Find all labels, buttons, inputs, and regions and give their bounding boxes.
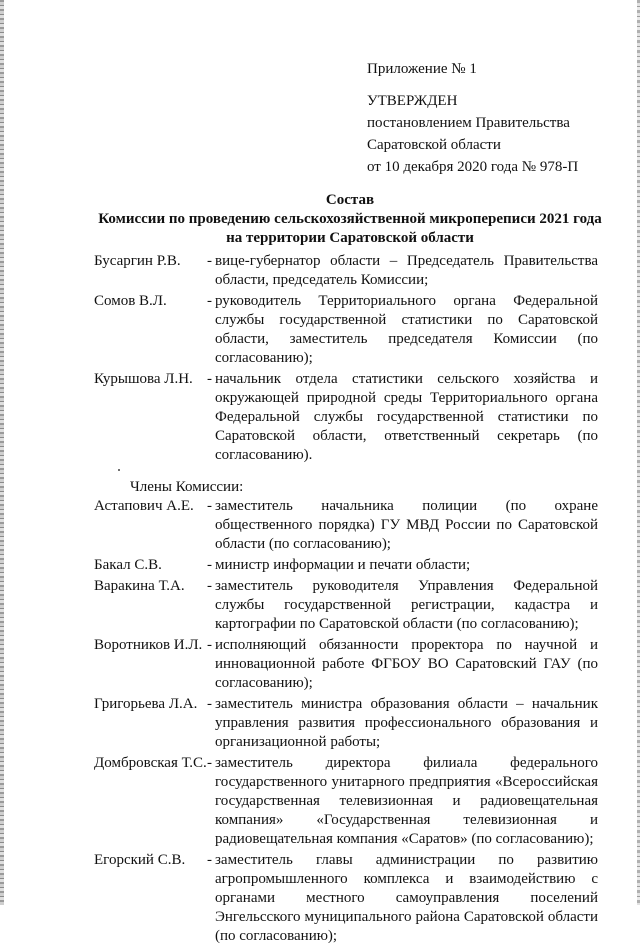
list-item: Курышова Л.Н. - начальник отдела статистики сельского хозяйства и окружающей природной среды Территориального органа Федеральной службы государственной статистики по Саратовской области, ответственный секретарь (по согласованию). xyxy=(94,371,598,463)
scan-edge-left xyxy=(0,0,4,905)
list-item: Сомов В.Л. - руководитель Территориального органа Федеральной службы государственной статистики по Саратовской области, заместитель председателя Комиссии (по согласованию); xyxy=(94,293,598,366)
list-item: Воротников И.Л. - исполняющий обязанности проректора по научной и инновационной работе ФГБОУ ВО Саратовский ГАУ (по согласованию); xyxy=(94,637,598,691)
member-name: Варакина Т.А. xyxy=(94,578,185,594)
member-role: исполняющий обязанности проректора по научной и инновационной работе ФГБОУ ВО Саратовский ГАУ (по согласованию); xyxy=(215,637,598,691)
list-item: Астапович А.Е. - заместитель начальника полиции (по охране общественного порядка) ГУ МВД России по Саратовской области (по согласованию); xyxy=(94,498,598,552)
annex-number: Приложение № 1 xyxy=(367,61,477,77)
approval-date: от 10 декабря 2020 года № 978-П xyxy=(367,159,579,175)
member-role: заместитель директора филиала федерального государственного унитарного предприятия «Всероссийская государственная телевизионная и радиовещательная компания» «Государственная телевизионная и радиовещательная компания «Саратов» (по согласованию); xyxy=(215,755,598,847)
title-line: Состав xyxy=(325,192,375,208)
member-name: Астапович А.Е. xyxy=(94,498,194,514)
member-role: министр информации и печати области; xyxy=(215,557,471,573)
member-name: Домбровская Т.С. xyxy=(94,755,207,771)
member-name: Бакал С.В. xyxy=(94,557,162,573)
approval-block xyxy=(367,58,578,178)
title-line: на территории Саратовской области xyxy=(226,230,474,246)
member-role: руководитель Территориального органа Федеральной службы государственной статистики по Саратовской области, заместитель председателя Комиссии (по согласованию); xyxy=(215,293,598,366)
list-item: Бусаргин Р.В. - вице-губернатор области – Председатель Правительства области, председатель Комиссии; xyxy=(94,253,598,288)
list-item: Бакал С.В. - министр информации и печати области; xyxy=(94,556,598,575)
member-name: Григорьева Л.А. xyxy=(94,696,198,712)
list-item: Варакина Т.А. - заместитель руководителя Управления Федеральной службы государственной регистрации, кадастра и картографии по Саратовской области (по согласованию); xyxy=(94,578,598,632)
commission-list xyxy=(94,252,598,948)
member-name: Воротников И.Л. xyxy=(94,637,203,653)
members-heading: Члены Комиссии: xyxy=(130,479,244,495)
member-role: заместитель начальника полиции (по охране общественного порядка) ГУ МВД России по Саратовской области (по согласованию); xyxy=(215,498,598,552)
scan-speck xyxy=(118,469,120,471)
member-role: заместитель главы администрации по развитию агропромышленного комплекса и взаимодействию с органами местного самоуправления поселений Энгельсского муниципального района Саратовской области (по согласованию); xyxy=(215,852,598,944)
approval-line: постановлением Правительства xyxy=(367,115,570,131)
document-title xyxy=(90,191,610,248)
title-line: Комиссии по проведению сельскохозяйственной микропереписи 2021 года xyxy=(98,211,602,227)
list-item: Домбровская Т.С. - заместитель директора филиала федерального государственного унитарного предприятия «Всероссийская государственная телевизионная и радиовещательная компания» «Государственная телевизионная и радиовещательная компания «Саратов» (по согласованию); xyxy=(94,755,598,847)
member-role: начальник отдела статистики сельского хозяйства и окружающей природной среды Территориального органа Федеральной службы государственной статистики по Саратовской области, ответственный секретарь (по согласованию). xyxy=(215,371,598,463)
member-name: Сомов В.Л. xyxy=(94,293,167,309)
member-role: заместитель руководителя Управления Федеральной службы государственной регистрации, кадастра и картографии по Саратовской области (по согласованию); xyxy=(215,578,598,632)
list-item: Григорьева Л.А. - заместитель министра образования области – начальник управления развития профессионального образования и организационной работы; xyxy=(94,696,598,750)
approved-label: УТВЕРЖДЕН xyxy=(367,93,458,109)
member-role: заместитель министра образования области – начальник управления развития профессионального образования и организационной работы; xyxy=(215,696,598,750)
member-role: вице-губернатор области – Председатель Правительства области, председатель Комиссии; xyxy=(215,253,598,288)
member-name: Егорский С.В. xyxy=(94,852,186,868)
list-item: Егорский С.В. - заместитель главы администрации по развитию агропромышленного комплекса и взаимодействию с органами местного самоуправления поселений Энгельсского муниципального района Саратовской области (по согласованию); xyxy=(94,852,598,944)
member-name: Бусаргин Р.В. xyxy=(94,253,181,269)
approval-line: Саратовской области xyxy=(367,137,501,153)
member-name: Курышова Л.Н. xyxy=(94,371,193,387)
